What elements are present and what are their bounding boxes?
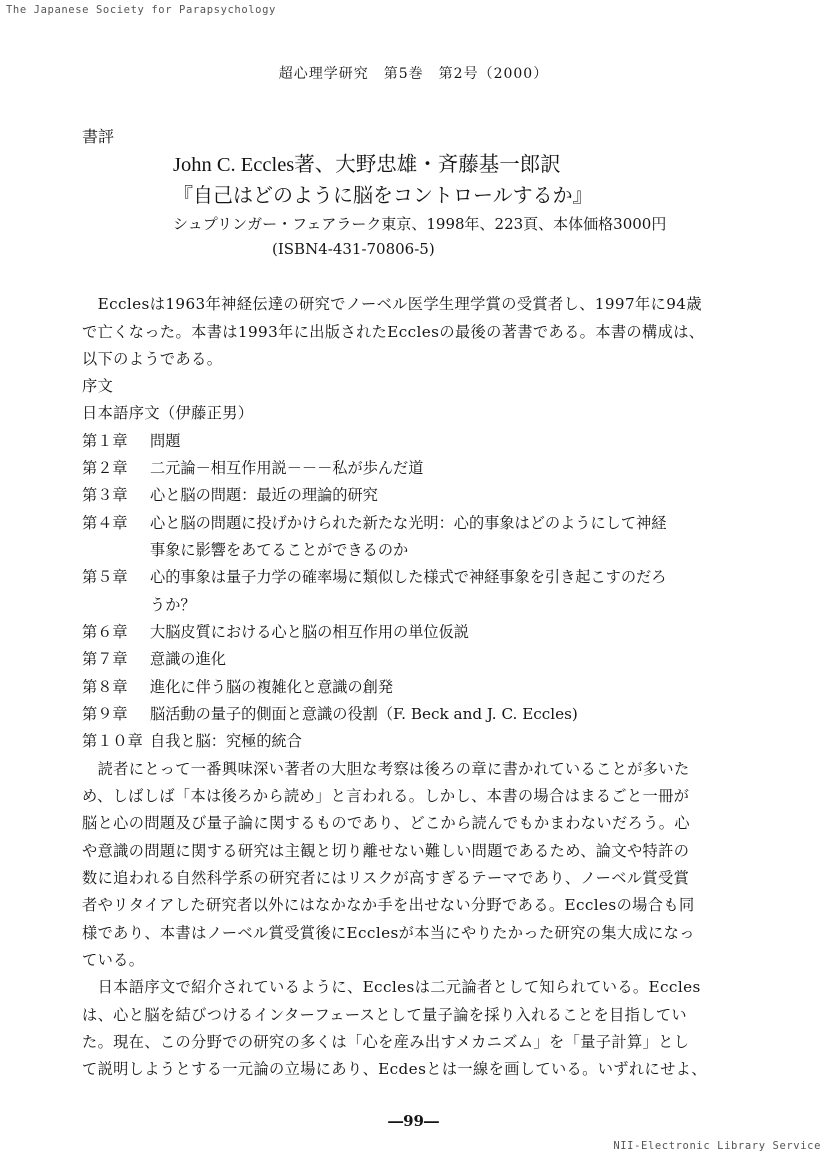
chapter-number: 第６章 xyxy=(82,623,128,641)
toc-chapter xyxy=(82,566,666,587)
chapter-number: 第２章 xyxy=(82,459,128,477)
body-line: 数に追われる自然科学系の研究者にはリスクが高すぎるテーマであり、ノーベル賞受賞 xyxy=(82,869,690,887)
toc-chapter xyxy=(82,430,180,451)
toc-chapter xyxy=(82,648,226,669)
chapter-title-continued: うか？ xyxy=(150,596,196,614)
intro-line: で亡くなった。本書は1993年に出版されたEcclesの最後の著書である。本書の構成は、 xyxy=(82,323,705,341)
chapter-title: 大脳皮質における心と脳の相互作用の単位仮説 xyxy=(150,623,469,641)
book-title: 『自己はどのように脳をコントロールするか』 xyxy=(173,183,593,207)
body-line: ている。 xyxy=(82,951,145,969)
chapter-number: 第８章 xyxy=(82,678,128,696)
toc-chapter xyxy=(82,676,393,697)
chapter-number: 第１０章 xyxy=(82,732,143,750)
body-line: 様であり、本書はノーベル賞受賞後にEcclesが本当にやりたかった研究の集大成になっ xyxy=(82,924,695,942)
body-line: は、心と脳を結びつけるインターフェースとして量子論を採り入れることを目指してい xyxy=(82,1006,688,1024)
chapter-title: 進化に伴う脳の複雑化と意識の創発 xyxy=(150,678,393,696)
chapter-number: 第９章 xyxy=(82,705,128,723)
chapter-title: 脳活動の量子的側面と意識の役割（F. Beck and J. C. Eccles) xyxy=(150,705,578,723)
section-label: 書評 xyxy=(82,127,115,146)
toc-chapter xyxy=(82,484,378,505)
intro-line: 以下のようである。 xyxy=(82,350,223,368)
toc-chapter xyxy=(82,457,423,478)
body-line: 者やリタイアした研究者以外にはなかなか手を出せない分野である。Ecclesの場合も同 xyxy=(82,896,695,914)
library-service-watermark: NII-Electronic Library Service xyxy=(613,1140,821,1152)
toc-jp-preface: 日本語序文（伊藤正男） xyxy=(82,404,254,422)
chapter-number: 第５章 xyxy=(82,568,128,586)
body-line: や意識の問題に関する研究は主観と切り離せない難しい問題であるため、論文や特許の xyxy=(82,842,690,860)
toc-chapter xyxy=(82,512,666,533)
chapter-title: 意識の進化 xyxy=(150,650,226,668)
toc-chapter xyxy=(82,730,302,751)
body-line: て説明しようとする一元論の立場にあり、Ecdesとは一線を画している。いずれにせよ、 xyxy=(82,1060,707,1078)
journal-header: 超心理学研究 第5巻 第2号（2000） xyxy=(278,66,549,82)
chapter-number: 第４章 xyxy=(82,514,128,532)
toc-chapter xyxy=(82,703,578,724)
chapter-title-continued: 事象に影響をあてることができるのか xyxy=(150,541,409,559)
book-isbn: (ISBN4-431-70806-5) xyxy=(272,240,435,258)
chapter-title: 問題 xyxy=(150,432,181,450)
body-line: 脳と心の問題及び量子論に関するものであり、どこから読んでもかまわないだろう。心 xyxy=(82,814,690,832)
chapter-title: 自我と脳：究極的統合 xyxy=(150,732,302,750)
chapter-title: 心と脳の問題：最近の理論的研究 xyxy=(150,486,378,504)
chapter-number: 第１章 xyxy=(82,432,128,450)
chapter-title: 心と脳の問題に投げかけられた新たな光明：心的事象はどのようにして神経 xyxy=(150,514,667,532)
chapter-title: 心的事象は量子力学の確率場に類似した様式で神経事象を引き起こすのだろ xyxy=(150,568,667,586)
body-line: た。現在、この分野での研究の多くは「心を産み出すメカニズム」を「量子計算」とし xyxy=(82,1033,690,1051)
chapter-number: 第３章 xyxy=(82,486,128,504)
book-publisher: シュプリンガー・フェアラーク東京、1998年、223頁、本体価格3000円 xyxy=(173,215,667,233)
body-line: 読者にとって一番興味深い著者の大胆な考察は後ろの章に書かれていることが多いた xyxy=(82,760,690,778)
chapter-number: 第７章 xyxy=(82,650,128,668)
page-number: ―99― xyxy=(388,1112,439,1130)
toc-preface: 序文 xyxy=(82,377,114,395)
intro-line: Ecclesは1963年神経伝達の研究でノーベル医学生理学賞の受賞者し、1997年に94歳 xyxy=(82,295,702,313)
society-watermark: The Japanese Society for Parapsychology xyxy=(6,4,276,16)
body-line: 日本語序文で紹介されているように、Ecclesは二元論者として知られている。Eccles xyxy=(82,978,701,996)
book-author: John C. Eccles著、大野忠雄・斉藤基一郎訳 xyxy=(173,154,561,176)
toc-chapter xyxy=(82,621,469,642)
body-line: め、しばしば「本は後ろから読め」と言われる。しかし、本書の場合はまるごと一冊が xyxy=(82,787,690,805)
chapter-title: 二元論－相互作用説－－－私が歩んだ道 xyxy=(150,459,424,477)
